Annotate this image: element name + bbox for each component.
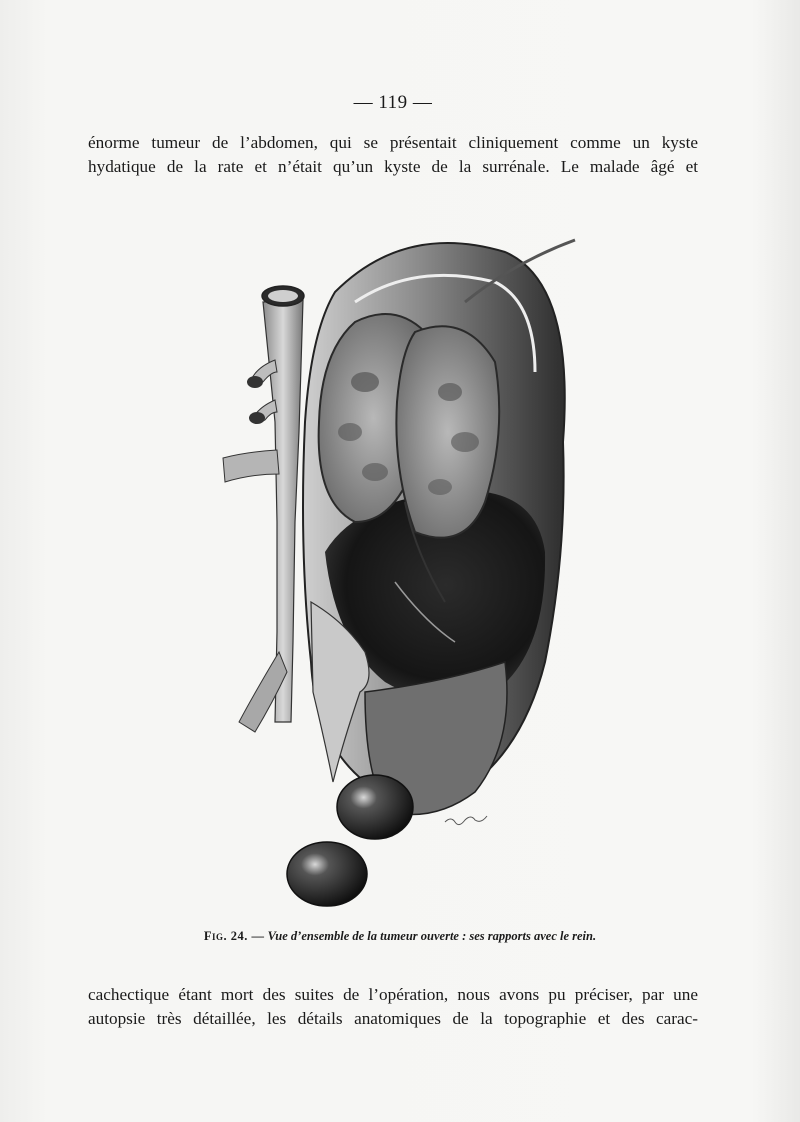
page-number: — 119 — <box>353 92 433 113</box>
anatomical-illustration <box>215 222 595 922</box>
vena-cava <box>223 286 304 732</box>
paragraph-bottom <box>88 983 698 1031</box>
text-line: énorme tumeur de l’abdomen, qui se présentait cliniquement comme un kyste <box>88 133 698 152</box>
spherical-masses <box>287 775 413 906</box>
caption-label: Fig. 24. — <box>203 929 265 943</box>
text-line: autopsie très détaillée, les détails anatomiques de la topographie et des carac- <box>88 1009 698 1028</box>
paragraph-top <box>88 131 698 179</box>
text-line: hydatique de la rate et n’était qu’un kyste de la surrénale. Le malade âgé et <box>88 157 698 176</box>
artist-signature <box>445 816 487 825</box>
figure-caption <box>0 929 800 944</box>
tumour-kidney-drawing <box>215 222 595 922</box>
text-line: cachectique étant mort des suites de l’opération, nous avons pu préciser, par une <box>88 985 698 1004</box>
caption-text: Vue d’ensemble de la tumeur ouverte : ses rapports avec le rein. <box>267 929 597 943</box>
